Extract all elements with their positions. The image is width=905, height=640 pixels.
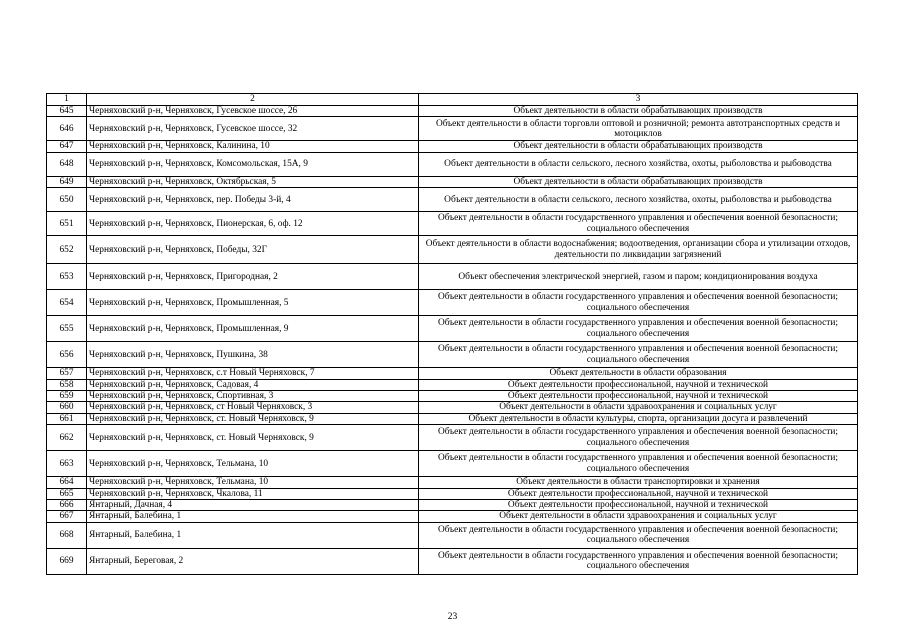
table-row [47,451,858,477]
table-row [47,391,858,402]
row-number: 666 [47,500,87,511]
row-number: 657 [47,368,87,379]
row-object-type: Объект деятельности в области государственного управления и обеспечения военной безопасности; социального обеспечения [419,342,858,368]
column-header-number: 1 [47,94,87,106]
row-number: 652 [47,236,87,264]
table-row [47,368,858,379]
table-row [47,106,858,117]
table-row [47,176,858,187]
row-object-type: Объект деятельности в области государственного управления и обеспечения военной безопасности; социального обеспечения [419,425,858,451]
row-number: 648 [47,152,87,176]
row-address: Черняховский р-н, Черняховск, Пушкина, 38 [87,342,419,368]
column-header-address: 2 [87,94,419,106]
row-object-type: Объект деятельности в области государственного управления и обеспечения военной безопасности; социального обеспечения [419,548,858,574]
row-object-type: Объект деятельности в области государственного управления и обеспечения военной безопасности; социального обеспечения [419,522,858,548]
row-address: Черняховский р-н, Черняховск, Промышленная, 5 [87,290,419,316]
row-object-type: Объект деятельности в области здравоохранения и социальных услуг [419,402,858,413]
page-number: 23 [447,612,458,622]
row-object-type: Объект деятельности в области государственного управления и обеспечения военной безопасности; социального обеспечения [419,212,858,236]
row-object-type: Объект деятельности профессиональной, научной и технической [419,488,858,499]
row-number: 663 [47,451,87,477]
row-object-type: Объект деятельности в области обрабатывающих производств [419,141,858,152]
row-address: Черняховский р-н, Черняховск, Садовая, 4 [87,379,419,390]
row-address: Янтарный, Балебина, 1 [87,522,419,548]
row-object-type: Объект деятельности в области образования [419,368,858,379]
row-address: Черняховский р-н, Черняховск, Калинина, 10 [87,141,419,152]
row-object-type: Объект деятельности в области торговли оптовой и розничной; ремонта автотранспортных средств и мотоциклов [419,117,858,141]
row-address: Черняховский р-н, Черняховск, Победы, 32Г [87,236,419,264]
table-row [47,141,858,152]
row-number: 647 [47,141,87,152]
row-number: 667 [47,511,87,522]
row-address: Черняховский р-н, Черняховск, Спортивная, 3 [87,391,419,402]
row-object-type: Объект деятельности в области сельского, лесного хозяйства, охоты, рыболовства и рыбоводства [419,188,858,212]
row-address: Черняховский р-н, Черняховск, Тельмана, 10 [87,451,419,477]
table-row [47,188,858,212]
table-row [47,413,858,424]
row-object-type: Объект деятельности в области государственного управления и обеспечения военной безопасности; социального обеспечения [419,290,858,316]
row-number: 651 [47,212,87,236]
row-object-type: Объект деятельности профессиональной, научной и технической [419,500,858,511]
table-row [47,548,858,574]
row-address: Янтарный, Дачная, 4 [87,500,419,511]
row-address: Черняховский р-н, Черняховск, ст. Новый Черняховск, 9 [87,425,419,451]
table-row [47,500,858,511]
row-object-type: Объект деятельности в области государственного управления и обеспечения военной безопасности; социального обеспечения [419,316,858,342]
row-number: 653 [47,264,87,290]
row-address: Черняховский р-н, Черняховск, Пригородная, 2 [87,264,419,290]
row-address: Черняховский р-н, Черняховск, с.т Новый Черняховск, 7 [87,368,419,379]
row-number: 649 [47,176,87,187]
row-object-type: Объект деятельности в области сельского, лесного хозяйства, охоты, рыболовства и рыбоводства [419,152,858,176]
document-sheet [46,93,857,575]
table-row [47,117,858,141]
table-row [47,488,858,499]
row-address: Черняховский р-н, Черняховск, Промышленная, 9 [87,316,419,342]
table-row [47,212,858,236]
row-object-type: Объект деятельности в области обрабатывающих производств [419,106,858,117]
row-number: 665 [47,488,87,499]
row-number: 661 [47,413,87,424]
table-row [47,379,858,390]
row-number: 655 [47,316,87,342]
row-address: Черняховский р-н, Черняховск, ст. Новый Черняховск, 9 [87,413,419,424]
column-header-object-type: 3 [419,94,858,106]
row-address: Черняховский р-н, Черняховск, пер. Победы 3-й, 4 [87,188,419,212]
table-row [47,264,858,290]
row-object-type: Объект деятельности в области обрабатывающих производств [419,176,858,187]
table-row [47,316,858,342]
table-body [47,106,858,575]
table-header-row [47,94,858,106]
row-address: Черняховский р-н, Черняховск, Гусевское шоссе, 26 [87,106,419,117]
row-address: Черняховский р-н, Черняховск, Тельмана, 10 [87,477,419,488]
row-number: 658 [47,379,87,390]
table-row [47,236,858,264]
row-number: 668 [47,522,87,548]
row-address: Черняховский р-н, Черняховск, Чкалова, 11 [87,488,419,499]
table-row [47,152,858,176]
row-object-type: Объект деятельности в области водоснабжения; водоотведения, организации сбора и утилизации отходов, деятельности по ликвидации загрязнений [419,236,858,264]
row-address: Черняховский р-н, Черняховск, ст Новый Черняховск, 3 [87,402,419,413]
row-number: 654 [47,290,87,316]
row-number: 650 [47,188,87,212]
table-row [47,342,858,368]
row-object-type: Объект обеспечения электрической энергией, газом и паром; кондиционирования воздуха [419,264,858,290]
row-number: 656 [47,342,87,368]
row-number: 660 [47,402,87,413]
row-number: 645 [47,106,87,117]
row-address: Черняховский р-н, Черняховск, Октябрьская, 5 [87,176,419,187]
row-number: 662 [47,425,87,451]
table-row [47,290,858,316]
row-object-type: Объект деятельности в области культуры, спорта, организации досуга и развлечений [419,413,858,424]
table-row [47,522,858,548]
row-number: 646 [47,117,87,141]
row-number: 659 [47,391,87,402]
table-row [47,425,858,451]
row-number: 669 [47,548,87,574]
row-address: Янтарный, Балебина, 1 [87,511,419,522]
row-object-type: Объект деятельности в области транспортировки и хранения [419,477,858,488]
row-address: Янтарный, Береговая, 2 [87,548,419,574]
table-row [47,477,858,488]
row-number: 664 [47,477,87,488]
row-object-type: Объект деятельности профессиональной, научной и технической [419,379,858,390]
objects-table [46,93,858,575]
row-object-type: Объект деятельности в области государственного управления и обеспечения военной безопасности; социального обеспечения [419,451,858,477]
row-object-type: Объект деятельности профессиональной, научной и технической [419,391,858,402]
row-address: Черняховский р-н, Черняховск, Комсомольская, 15А, 9 [87,152,419,176]
row-object-type: Объект деятельности в области здравоохранения и социальных услуг [419,511,858,522]
row-address: Черняховский р-н, Черняховск, Гусевское шоссе, 32 [87,117,419,141]
table-row [47,402,858,413]
row-address: Черняховский р-н, Черняховск, Пионерская, 6, оф. 12 [87,212,419,236]
table-row [47,511,858,522]
